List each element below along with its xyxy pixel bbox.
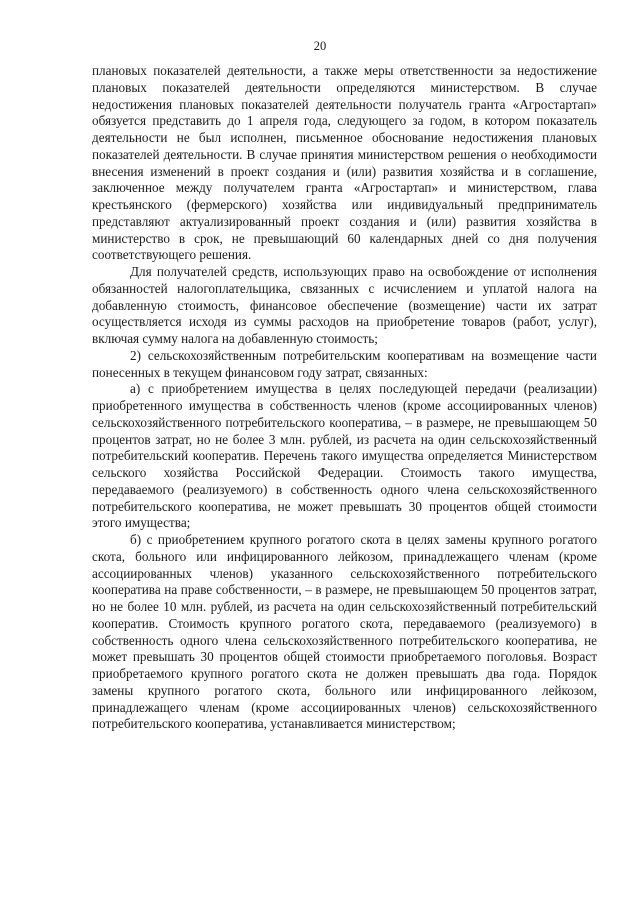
paragraph-vat-exemption: Для получателей средств, использующих право на освобождение от исполнения обязанностей налогоплательщика, связанных с исчислением и уплатой налога на добавленную стоимость, финансовое обеспечение (возмещение) части их затрат осуществляется исходя из суммы расходов на приобретение товаров (работ, услуг), включая сумму налога на добавленную стоимость; — [92, 264, 597, 346]
paragraph-continuation: плановых показателей деятельности, а также меры ответственности за недостижение плановых показателей деятельности определяются министерством. В случае недостижения плановых показателей деятельности получатель гранта «Агростартап» обязуется представить до 1 апреля года, следующего за годом, в котором показатель деятельности не был исполнен, письменное обоснование недостижения плановых показателей деятельности. В случае принятия министерством решения о необходимости внесения изменений в проект создания и (или) развития хозяйства и в соглашение, заключенное между получателем гранта «Агростартап» и министерством, глава крестьянского (фермерского) хозяйства или индивидуальный предприниматель представляют актуализированный проект создания и (или) развития хозяйства в министерство в срок, не превышающий 60 календарных дней со дня получения соответствующего решения. — [92, 63, 597, 263]
page-number: 20 — [313, 39, 327, 53]
paragraph-subitem-b: б) с приобретением крупного рогатого скота в целях замены крупного рогатого скота, больного или инфицированного лейкозом, принадлежащего членам (кроме ассоциированных членов) указанного сельскохозяйственного потребительского кооператива на праве собственности, – в размере, не превышающем 50 процентов затрат, но не более 10 млн. рублей, из расчета на один сельскохозяйственный потребительский кооператив. Стоимость крупного рогатого скота, передаваемого (реализуемого) в собственность одного члена сельскохозяйственного потребительского кооператива, не может превышать 30 процентов общей стоимости приобретаемого поголовья. Возраст приобретаемого крупного рогатого скота не должен превышать два года. Порядок замены крупного рогатого скота, больного или инфицированного лейкозом, принадлежащего членам (кроме ассоциированных членов) сельскохозяйственного потребительского кооператива, устанавливается министерством; — [92, 532, 597, 732]
paragraph-subitem-a: а) с приобретением имущества в целях последующей передачи (реализации) приобретенного имущества в собственность членов (кроме ассоциированных членов) сельскохозяйственного потребительского кооператива, – в размере, не превышающем 50 процентов затрат, но не более 3 млн. рублей, из расчета на один сельскохозяйственный потребительский кооператив. Перечень такого имущества определяется Министерством сельского хозяйства Российской Федерации. Стоимость такого имущества, передаваемого (реализуемого) в собственность одного члена сельскохозяйственного потребительского кооператива, не может превышать 30 процентов общей стоимости этого имущества; — [92, 381, 597, 531]
paragraph-item-2: 2) сельскохозяйственным потребительским кооперативам на возмещение части понесенных в текущем финансовом году затрат, связанных: — [92, 347, 597, 380]
document-body — [92, 63, 597, 733]
